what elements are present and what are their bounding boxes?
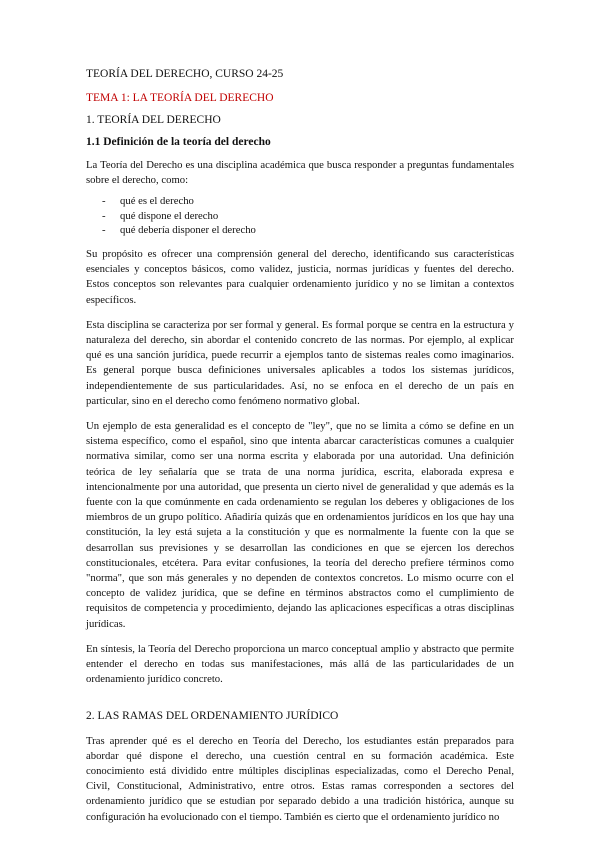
- list-item: [86, 223, 514, 237]
- dash-bullet: -: [102, 223, 106, 236]
- question-list: [86, 194, 514, 237]
- topic-title: TEMA 1: LA TEORÍA DEL DERECHO: [86, 92, 274, 104]
- paragraph-4: Un ejemplo de esta generalidad es el concepto de "ley", que no se limita a cómo se define en un sistema específico, como el español, sino que intenta abarcar características comunes a cualquier normativa similar, como ser una norma escrita y elaborada por una autoridad. Una definición teórica de ley señalaría que se trata de una norma jurídica, escrita, elaborada expresa e intencionalmente por una autoridad, que presenta un cierto nivel de generalidad y que además es la fuente con la que comúnmente en cada ordenamiento se regulan los deberes y obligaciones de los miembros de un grupo político. Añadiría quizás que en ordenamientos jurídicos en los que hay una constitución, la ley está sujeta a la constitución y que es normalmente la fuente con la que se desarrollan sus previsiones y se desarrollan las condiciones en que se ejercen los derechos constitucionales, etcétera. Para evitar confusiones, la teoría del derecho prefiere términos como "norma", que son más generales y no dependen de contextos concretos. Lo mismo ocurre con el concepto de validez jurídica, que se define en términos abstractos como el cumplimiento de requisitos de competencia y procedimiento, dejando las aplicaciones específicas a otras disciplinas jurídicas.: [86, 420, 514, 630]
- list-item-text: qué es el derecho: [120, 195, 194, 208]
- list-item-text: qué debería disponer el derecho: [120, 223, 256, 236]
- section-2-heading: 2. LAS RAMAS DEL ORDENAMIENTO JURÍDICO: [86, 709, 339, 722]
- dash-bullet: -: [102, 195, 106, 208]
- paragraph-2: Su propósito es ofrecer una comprensión general del derecho, identificando sus características esenciales y conceptos básicos, como validez, justicia, normas jurídicas y fuentes del derecho. Estos conceptos son relevantes para cualquier ordenamiento jurídico y no se limitan a contextos específicos.: [86, 248, 514, 306]
- list-item: [86, 209, 514, 223]
- paragraph-3: Esta disciplina se caracteriza por ser formal y general. Es formal porque se centra en la estructura y naturaleza del derecho, sin abordar el contenido concreto de las normas. Por ejemplo, al explicar qué es una sanción jurídica, puede recurrir a ejemplos tanto de sistemas reales como imaginarios. Es general porque busca definiciones universales aplicables a todos los sistemas jurídicos, independientemente de sus particularidades. Así, no se enfoca en el derecho de un país en particular, sino en el derecho como fenómeno normativo global.: [86, 318, 514, 407]
- paragraph-1: La Teoría del Derecho es una disciplina académica que busca responder a preguntas fundamentales sobre el derecho, como:: [86, 159, 514, 187]
- subsection-1-1-heading: 1.1 Definición de la teoría del derecho: [86, 136, 271, 148]
- section-1-heading: 1. TEORÍA DEL DERECHO: [86, 114, 221, 126]
- list-item: [86, 194, 514, 208]
- document-header: TEORÍA DEL DERECHO, CURSO 24-25: [86, 68, 284, 80]
- list-item-text: qué dispone el derecho: [120, 209, 219, 222]
- document-page: [86, 68, 514, 835]
- paragraph-6: Tras aprender qué es el derecho en Teoría del Derecho, los estudiantes están preparados para abordar qué dispone el derecho, una cuestión central en su formación académica. Este conocimiento está dividido entre múltiples disciplinas especializadas, como el Derecho Penal, Civil, Constitucional, Administrativo, entre otros. Estas ramas corresponden a sectores del ordenamiento jurídico que se estudian por separado debido a una tradición histórica, aunque su configuración ha evolucionado con el tiempo. También es cierto que el ordenamiento jurídico no: [86, 734, 514, 823]
- dash-bullet: -: [102, 209, 106, 222]
- paragraph-5: En síntesis, la Teoría del Derecho proporciona un marco conceptual amplio y abstracto que permite entender el derecho en todas sus manifestaciones, más allá de las particularidades de un ordenamiento jurídico concreto.: [86, 642, 514, 686]
